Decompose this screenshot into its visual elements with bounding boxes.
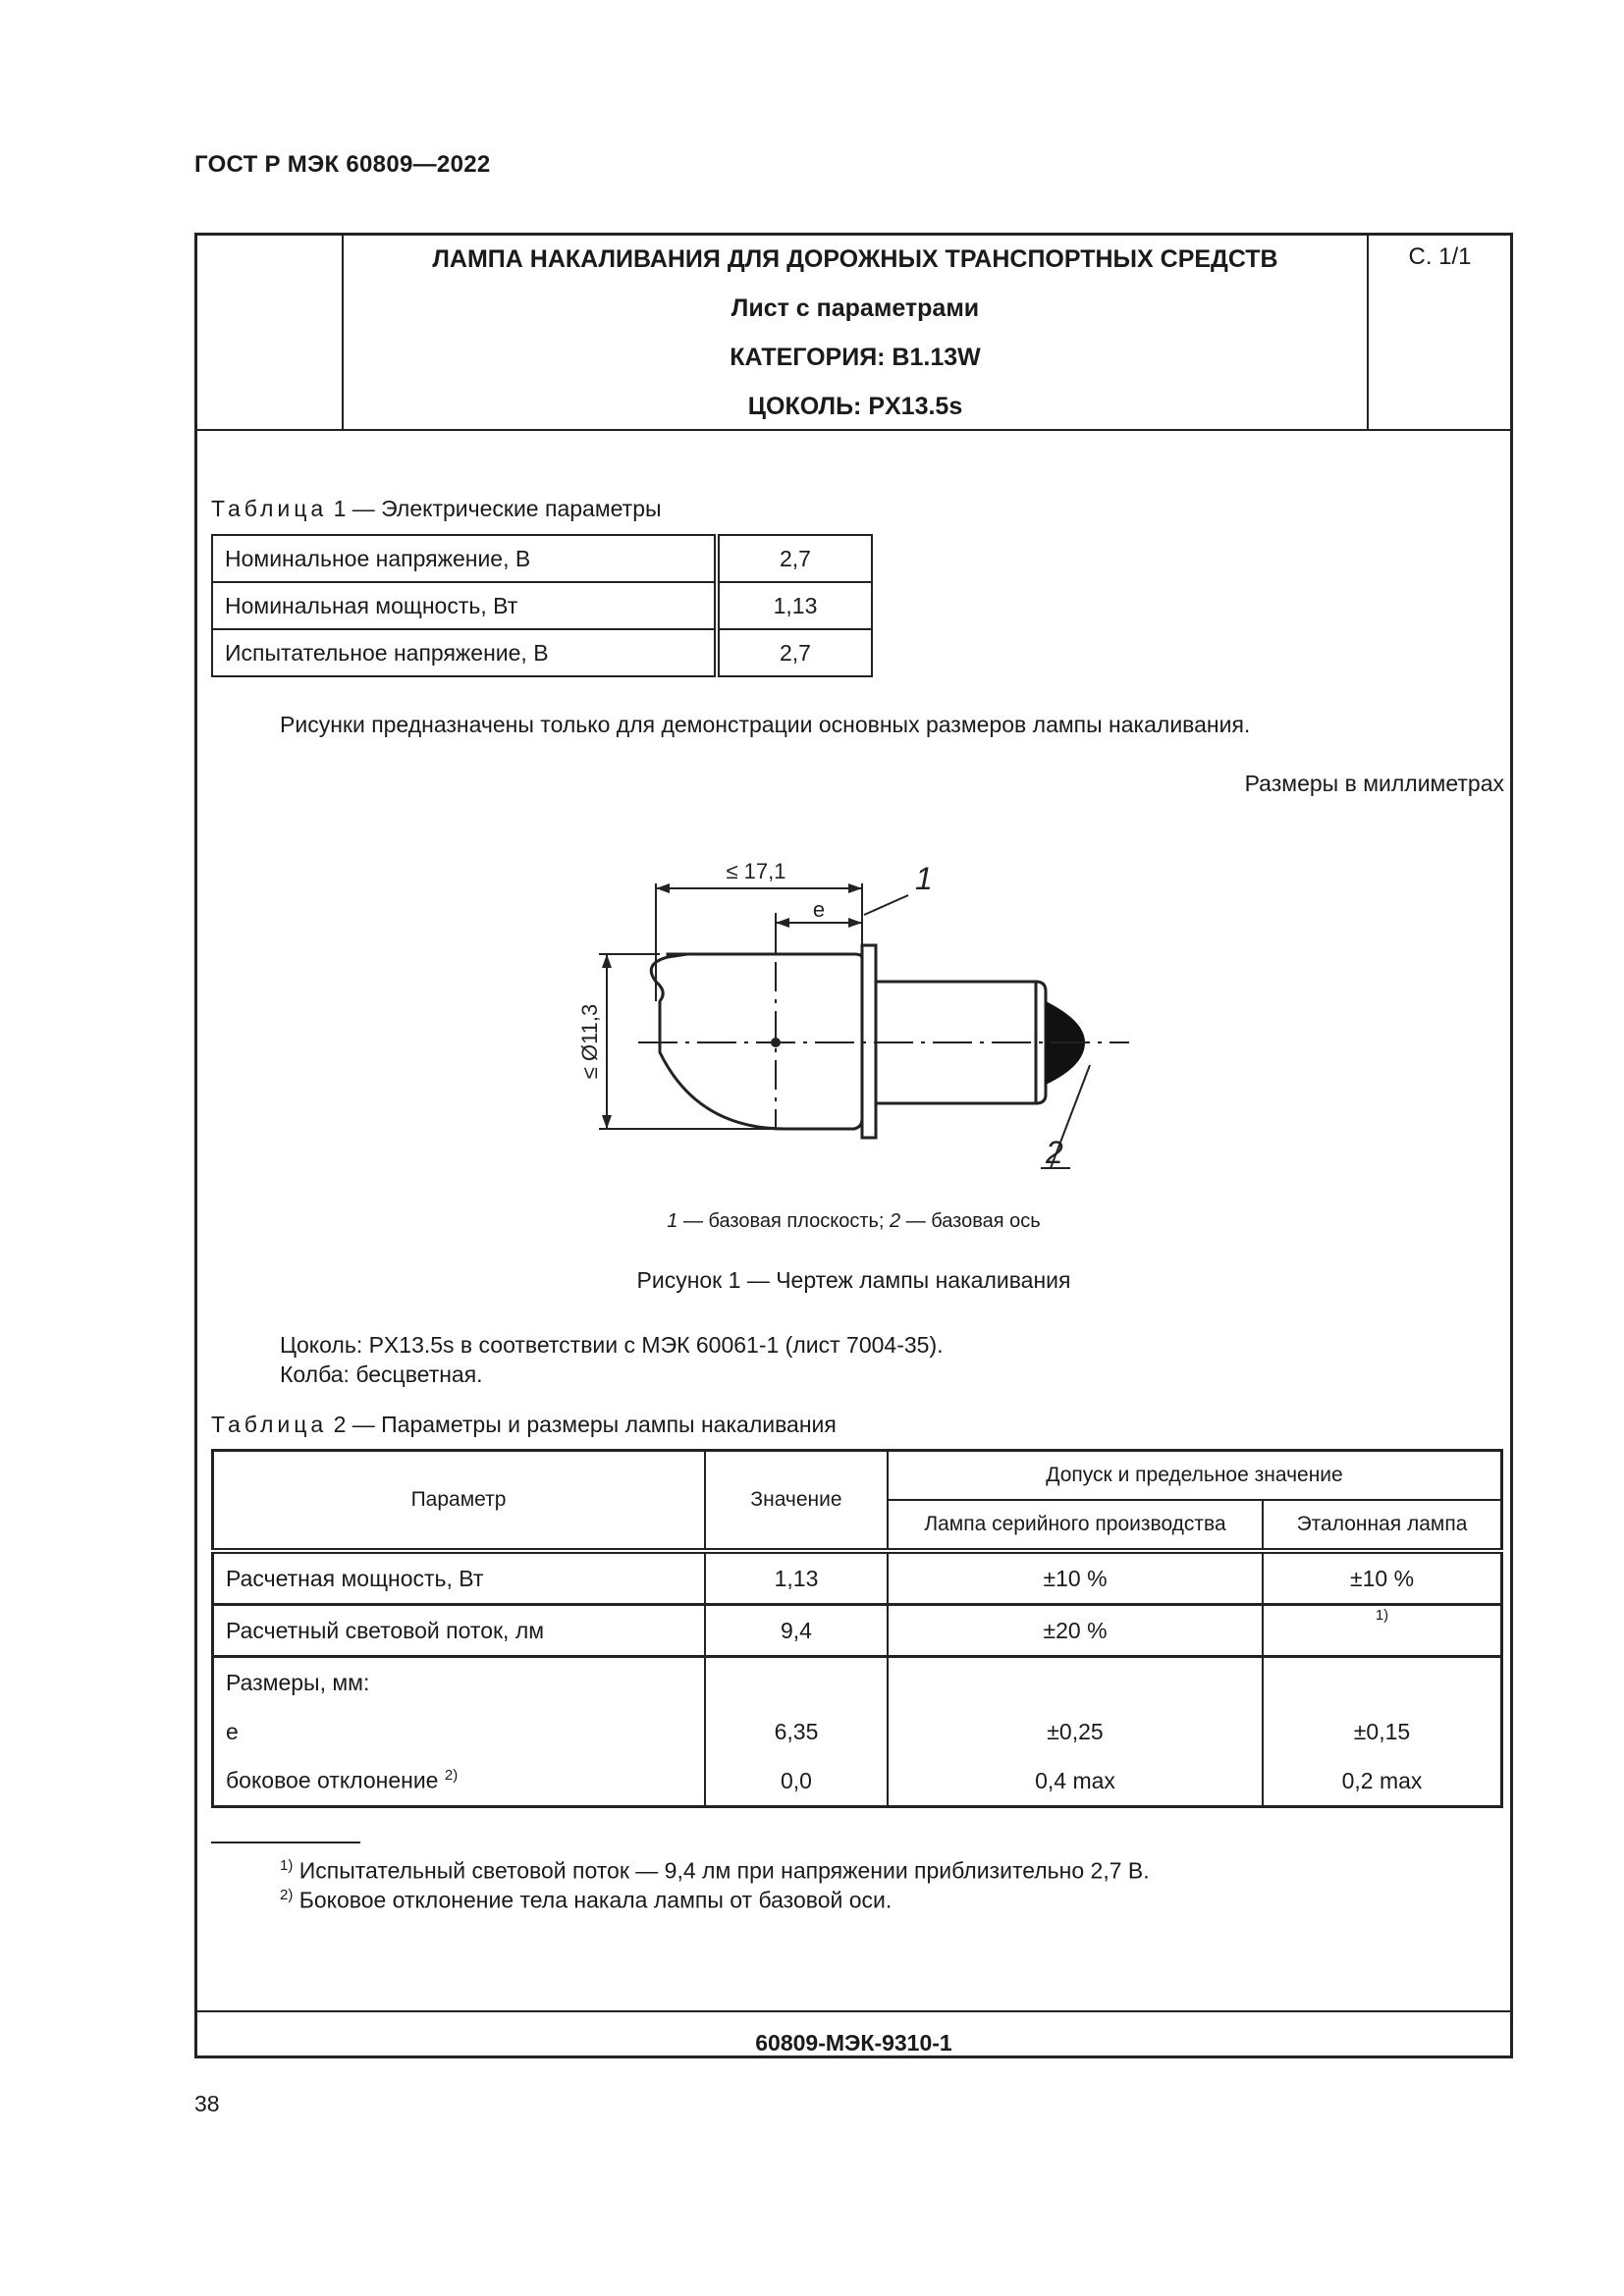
row-value: 6,35 [705,1707,888,1756]
table-row [213,1707,1502,1756]
legend-1-number: 1 [667,1210,678,1232]
row-serial: 0,4 max [888,1756,1263,1807]
row-reference: 0,2 max [1263,1756,1502,1807]
header-bottom-rule [194,429,1513,431]
param-name: Номинальное напряжение, В [212,535,717,582]
figure-caption: Рисунок 1 — Чертеж лампы накаливания [636,1267,1071,1293]
footnote-mark: 1) [280,1857,294,1874]
table-row [213,1551,1502,1605]
row-serial: ±0,25 [888,1707,1263,1756]
lamp-params-table [211,1449,1503,1808]
table-row [213,1605,1502,1657]
header-reference: Эталонная лампа [1263,1500,1502,1551]
param-value: 2,7 [717,629,872,676]
dimensions-note: Размеры в миллиметрах [1244,771,1504,796]
table-row [212,629,872,676]
empty-cell [888,1657,1263,1708]
dims-label: Размеры, мм: [213,1657,706,1708]
figure-legend [194,1210,1513,1233]
row-param: Расчетная мощность, Вт [213,1551,706,1605]
page-number: 38 [194,2091,220,2116]
row-value: 0,0 [705,1756,888,1807]
row-serial: ±20 % [888,1605,1263,1657]
footnote-ref: 2) [444,1767,459,1785]
header-param: Параметр [213,1451,706,1552]
param-value: 2,7 [717,535,872,582]
table2-caption-word: Таблица [211,1412,328,1437]
legend-2-text: — базовая ось [900,1210,1041,1232]
sheet-subtitle: Лист с параметрами [731,294,980,322]
sheet-code: 60809-МЭК-9310-1 [755,2030,952,2056]
row-value: 1,13 [705,1551,888,1605]
table1-caption [211,496,662,522]
table-row [212,535,872,582]
empty-cell [705,1657,888,1708]
param-value: 1,13 [717,582,872,629]
footnote-ref: 1) [1375,1607,1389,1624]
header-value: Значение [705,1451,888,1552]
table-row [213,1756,1502,1807]
table2-caption-text: 2 — Параметры и размеры лампы накаливания [333,1412,837,1437]
dim-length-label: ≤ 17,1 [726,859,786,883]
table1-caption-text: 1 — Электрические параметры [333,496,662,521]
base-label: ЦОКОЛЬ: PX13.5s [747,393,963,420]
footnote-rule [211,1842,360,1843]
empty-cell [1263,1657,1502,1708]
table2-caption [211,1412,837,1438]
callout-2: 2 [1046,1135,1063,1170]
category-label: КАТЕГОРИЯ: B1.13W [730,344,981,371]
base-spec: Цоколь: PX13.5s в соответствии с МЭК 60061-1 (лист 7004-35). [280,1332,944,1358]
row-param [213,1756,706,1807]
row-reference [1263,1605,1502,1657]
footnote-mark: 2) [280,1887,294,1903]
electrical-params-table [211,534,873,677]
table1-caption-word: Таблица [211,496,328,521]
header-tolerance: Допуск и предельное значение [888,1451,1502,1501]
row-reference: ±0,15 [1263,1707,1502,1756]
bulb-spec: Колба: бесцветная. [280,1362,483,1387]
lamp-drawing [550,844,1159,1198]
row-param-text: боковое отклонение [226,1767,439,1793]
footnote-1 [280,1857,1150,1885]
document-code: ГОСТ Р МЭК 60809—2022 [194,151,491,178]
footnote-text: Испытательный световой поток — 9,4 лм при напряжении приблизительно 2,7 В. [293,1857,1150,1884]
footnote-2 [280,1887,892,1914]
row-serial: ±10 % [888,1551,1263,1605]
drawings-note: Рисунки предназначены только для демонстрации основных размеров лампы накаливания. [280,712,1251,737]
table-row [213,1657,1502,1708]
footnote-text: Боковое отклонение тела накала лампы от базовой оси. [293,1887,893,1913]
param-name: Номинальная мощность, Вт [212,582,717,629]
page-indicator: С. 1/1 [1408,243,1472,270]
param-name: Испытательное напряжение, В [212,629,717,676]
dim-e-label: e [812,897,826,922]
table-row [212,582,872,629]
row-param: e [213,1707,706,1756]
callout-1: 1 [915,861,933,896]
footer-rule [194,2010,1513,2012]
legend-2-number: 2 [890,1210,901,1232]
row-reference: ±10 % [1263,1551,1502,1605]
sheet-title: ЛАМПА НАКАЛИВАНИЯ ДЛЯ ДОРОЖНЫХ ТРАНСПОРТНЫХ СРЕДСТВ [432,245,1278,273]
dim-diameter-label: ≤ Ø11,3 [577,1003,602,1080]
row-param: Расчетный световой поток, лм [213,1605,706,1657]
table-header-row [213,1451,1502,1501]
row-value: 9,4 [705,1605,888,1657]
header-serial: Лампа серийного производства [888,1500,1263,1551]
legend-1-text: — базовая плоскость; [677,1210,891,1232]
